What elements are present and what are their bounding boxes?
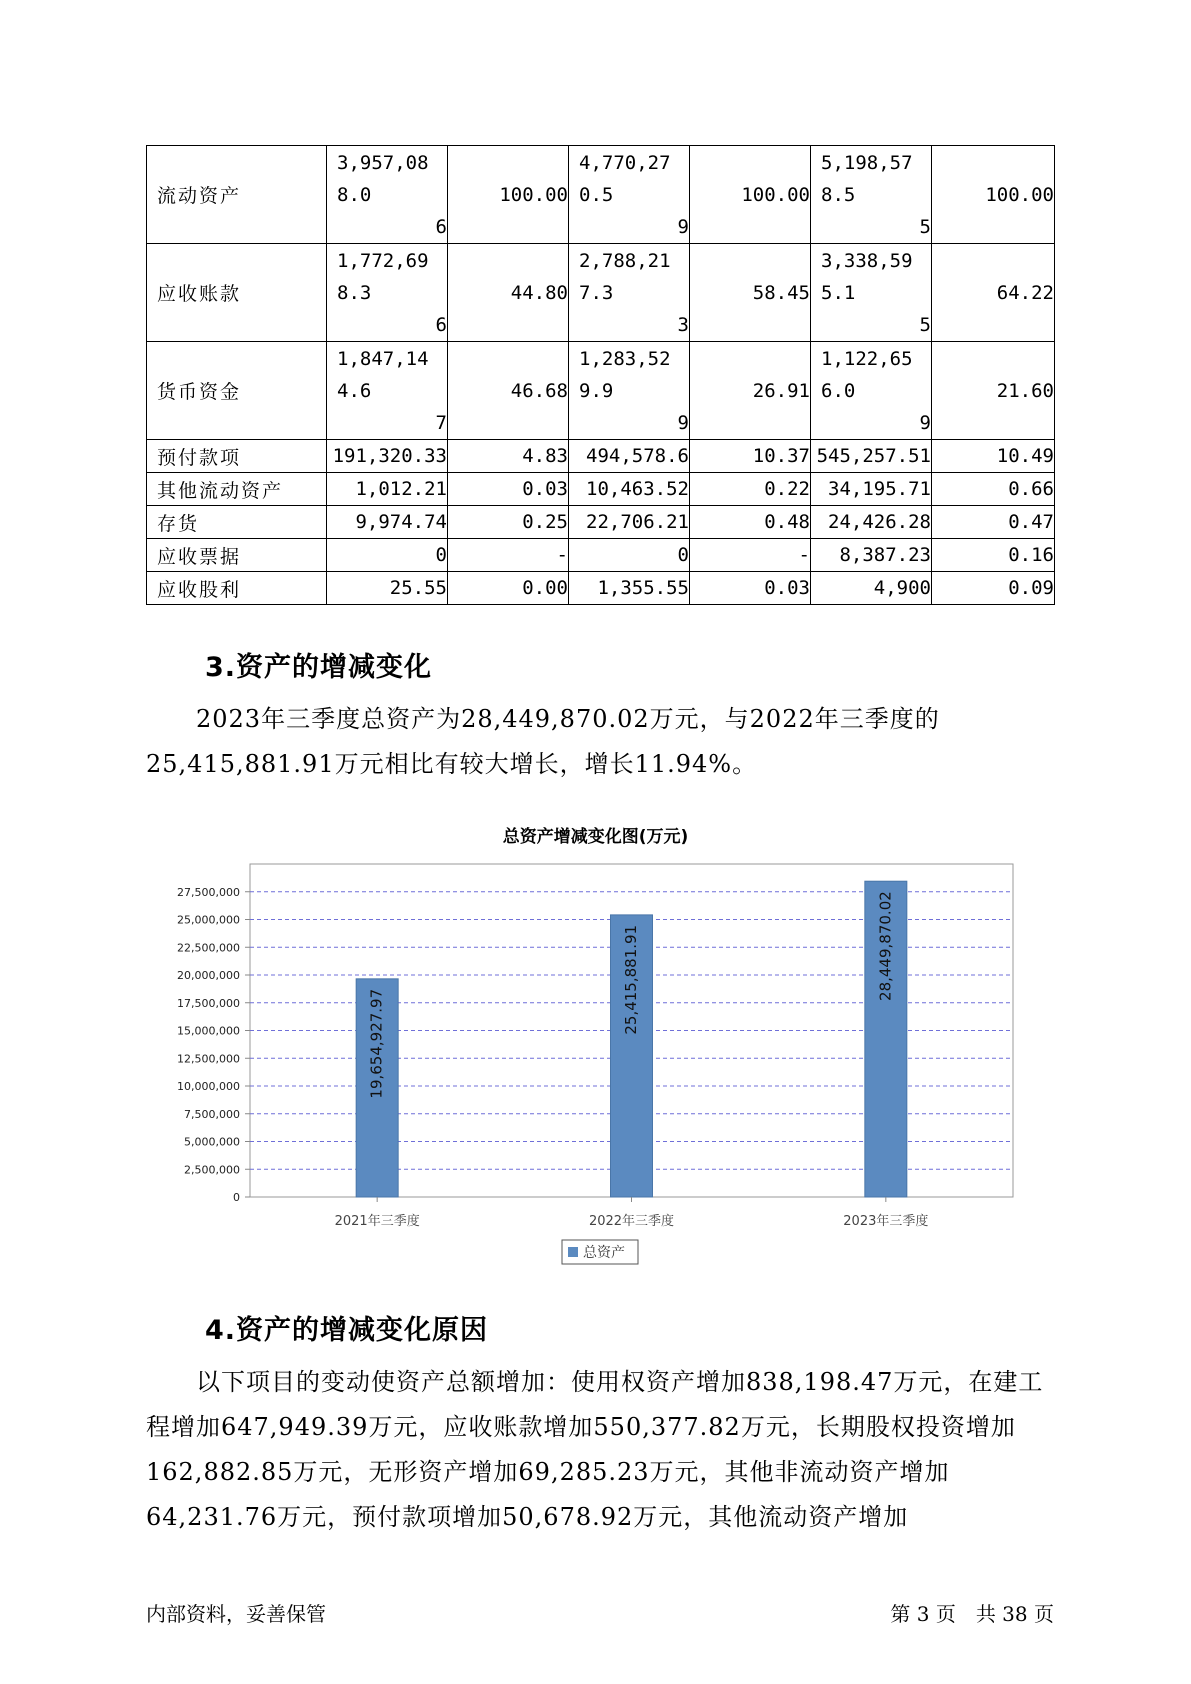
- table-cell: 100.00: [932, 146, 1055, 244]
- row-label: 存货: [147, 506, 327, 539]
- table-cell: 24,426.28: [811, 506, 932, 539]
- y-tick-label: 7,500,000: [184, 1107, 240, 1121]
- bar-data-label: 28,449,870.02: [876, 891, 895, 1001]
- table-cell: 4,770,270.5 9: [569, 146, 690, 244]
- table-cell: 4.83: [448, 440, 569, 473]
- table-cell: 0.66: [932, 473, 1055, 506]
- table-cell: 1,847,144.6 7: [327, 342, 448, 440]
- footer-page-number: 第 3 页 共 38 页: [890, 1602, 1054, 1626]
- table-cell: 9,974.74: [327, 506, 448, 539]
- y-tick-label: 10,000,000: [177, 1080, 240, 1093]
- table-cell: 0.16: [932, 539, 1055, 572]
- table-cell: 100.00: [448, 146, 569, 244]
- x-tick-label: 2022年三季度: [588, 1214, 675, 1229]
- chart-title: 总资产增减变化图(万元): [502, 827, 689, 847]
- section-4-heading: 4.资产的增减变化原因: [205, 1315, 489, 1346]
- table-cell: 1,012.21: [327, 473, 448, 506]
- table-cell: 1,772,698.3 6: [327, 244, 448, 342]
- y-tick-label: 22,500,000: [177, 941, 240, 955]
- table-cell: 191,320.33: [327, 440, 448, 473]
- table-cell: 0.03: [448, 473, 569, 506]
- table-cell: 1,122,656.0 9: [811, 342, 932, 440]
- table-cell: 0.48: [690, 506, 811, 539]
- table-cell: 3,338,595.1 5: [811, 244, 932, 342]
- table-cell: 494,578.6: [569, 440, 690, 473]
- y-tick-label: 15,000,000: [177, 1024, 240, 1038]
- table-cell: 0: [569, 539, 690, 572]
- row-label: 其他流动资产: [147, 473, 327, 506]
- table-cell: 0.22: [690, 473, 811, 506]
- table-cell: 25.55: [327, 572, 448, 605]
- y-tick-label: 0: [233, 1191, 240, 1204]
- table-cell: 10,463.52: [569, 473, 690, 506]
- row-label: 预付款项: [147, 440, 327, 473]
- table-cell: 8,387.23: [811, 539, 932, 572]
- table-cell: 0.00: [448, 572, 569, 605]
- table-cell: 34,195.71: [811, 473, 932, 506]
- y-tick-label: 27,500,000: [177, 885, 240, 899]
- section-3-heading: 3.资产的增减变化: [205, 652, 433, 683]
- row-label: 流动资产: [147, 146, 327, 244]
- footer-confidential: 内部资料，妥善保管: [146, 1602, 326, 1626]
- table-cell: 1,283,529.9 9: [569, 342, 690, 440]
- table-cell: 0.03: [690, 572, 811, 605]
- table-cell: 0.47: [932, 506, 1055, 539]
- table-cell: 545,257.51: [811, 440, 932, 473]
- table-cell: 44.80: [448, 244, 569, 342]
- table-cell: 46.68: [448, 342, 569, 440]
- table-cell: -: [690, 539, 811, 572]
- row-label: 应收票据: [147, 539, 327, 572]
- table-cell: 26.91: [690, 342, 811, 440]
- row-label: 货币资金: [147, 342, 327, 440]
- bar-data-label: 25,415,881.91: [622, 924, 640, 1035]
- table-cell: 2,788,217.3 3: [569, 244, 690, 342]
- legend-label: 总资产: [583, 1245, 625, 1261]
- table-cell: 100.00: [690, 146, 811, 244]
- table-cell: 58.45: [690, 244, 811, 342]
- table-cell: 22,706.21: [569, 506, 690, 539]
- table-cell: 4,900: [811, 572, 932, 605]
- y-tick-label: 20,000,000: [177, 969, 240, 982]
- table-cell: 0: [327, 539, 448, 572]
- section-4-paragraph: 以下项目的变动使资产总额增加：使用权资产增加838,198.47万元，在建工程增加647,949.39万元，应收账款增加550,377.82万元，长期股权投资增加162,882.85万元，无形资产增加69,285.23万元，其他非流动资产增加64,231.76万元，预付款项增加50,678.92万元，其他流动资产增加: [146, 1368, 1044, 1531]
- table-cell: 3,957,088.0 6: [327, 146, 448, 244]
- table-cell: 0.09: [932, 572, 1055, 605]
- table-cell: 0.25: [448, 506, 569, 539]
- table-cell: 5,198,578.5 5: [811, 146, 932, 244]
- table-cell: 1,355.55: [569, 572, 690, 605]
- x-tick-label: 2021年三季度: [334, 1214, 420, 1229]
- row-label: 应收账款: [147, 244, 327, 342]
- y-tick-label: 5,000,000: [184, 1135, 240, 1149]
- section-3-paragraph: 2023年三季度总资产为28,449,870.02万元，与2022年三季度的25,415,881.91万元相比有较大增长，增长11.94%。: [146, 705, 940, 778]
- table-cell: 10.37: [690, 440, 811, 473]
- y-tick-label: 17,500,000: [177, 996, 240, 1010]
- table-cell: 64.22: [932, 244, 1055, 342]
- y-tick-label: 2,500,000: [184, 1163, 240, 1177]
- table-cell: 10.49: [932, 440, 1055, 473]
- y-tick-label: 25,000,000: [177, 913, 240, 927]
- row-label: 应收股利: [147, 572, 327, 605]
- table-cell: 21.60: [932, 342, 1055, 440]
- table-cell: -: [448, 539, 569, 572]
- bar-data-label: 19,654,927.97: [367, 988, 386, 1099]
- legend-swatch: [568, 1247, 578, 1257]
- x-tick-label: 2023年三季度: [843, 1214, 929, 1229]
- y-tick-label: 12,500,000: [177, 1052, 240, 1066]
